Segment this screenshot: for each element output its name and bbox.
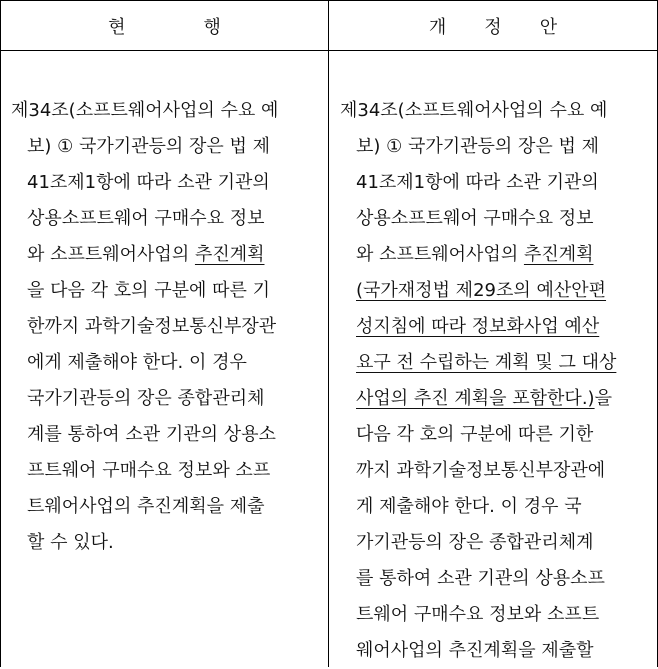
text-line [340, 417, 652, 453]
text-segment: 제34조(소프트웨어사업의 수요 예 [11, 100, 279, 121]
text-line [11, 273, 321, 309]
header-current-char-2: 행 [203, 16, 221, 38]
text-segment: 상용소프트웨어 구매수요 정보 [356, 208, 594, 229]
text-segment: 와 소프트웨어사업의 [356, 244, 524, 265]
text-segment: 와 소프트웨어사업의 [27, 244, 195, 265]
underlined-text: 추진계획 [194, 244, 265, 265]
current-text-column [11, 93, 321, 561]
text-segment: 할 수 있다. [27, 532, 114, 553]
text-line [11, 381, 321, 417]
text-line [340, 129, 652, 165]
text-segment: 에게 제출해야 한다. 이 경우 [27, 352, 247, 373]
underlined-text: 성지침에 따라 정보화사업 예산 [356, 316, 600, 337]
text-line [340, 453, 652, 489]
text-segment: 를 통하여 소관 기관의 상용소프 [356, 568, 605, 589]
text-line [340, 237, 652, 273]
text-segment: 보) ① 국가기관등의 장은 법 제 [27, 136, 271, 157]
text-segment: 트웨어 구매수요 정보와 소프트 [356, 604, 600, 625]
text-line [340, 273, 652, 309]
text-line [340, 381, 652, 417]
text-line [340, 309, 652, 345]
text-line [340, 561, 652, 597]
text-segment: 웨어사업의 추진계획을 제출할 [356, 640, 594, 661]
text-segment: 가기관등의 장은 종합관리체계 [356, 532, 594, 553]
underlined-text: 사업의 추진 계획을 포함한다.) [356, 388, 595, 409]
text-segment: 계를 통하여 소관 기관의 상용소 [27, 424, 276, 445]
header-current-char-1: 현 [108, 16, 126, 38]
text-line [11, 309, 321, 345]
text-line [11, 525, 321, 561]
header-proposed-char-3: 안 [539, 16, 558, 38]
text-segment: 을 [594, 388, 612, 409]
text-line [340, 489, 652, 525]
text-segment: 까지 과학기술정보통신부장관에 [356, 460, 606, 481]
text-line [11, 453, 321, 489]
text-line [11, 417, 321, 453]
text-segment: 41조제1항에 따라 소관 기관의 [27, 172, 270, 193]
text-segment: 제34조(소프트웨어사업의 수요 예 [340, 100, 608, 121]
text-line [11, 237, 321, 273]
text-line [11, 201, 321, 237]
text-line [11, 165, 321, 201]
header-proposed-char-1: 개 [428, 16, 447, 38]
text-segment: 41조제1항에 따라 소관 기관의 [356, 172, 599, 193]
header-proposed [329, 1, 657, 50]
proposed-text-column [340, 93, 652, 669]
text-line [340, 93, 652, 129]
text-line [11, 93, 321, 129]
text-segment: 한까지 과학기술정보통신부장관 [27, 316, 277, 337]
text-line [340, 525, 652, 561]
text-line [11, 129, 321, 165]
text-segment: 보) ① 국가기관등의 장은 법 제 [356, 136, 600, 157]
text-segment: 상용소프트웨어 구매수요 정보 [27, 208, 265, 229]
table-header [1, 1, 657, 51]
text-line [11, 489, 321, 525]
underlined-text: 추진계획 [523, 244, 594, 265]
text-segment: 다음 각 호의 구분에 따른 기한 [356, 424, 594, 445]
column-divider [328, 1, 329, 667]
text-line [11, 345, 321, 381]
underlined-text: (국가재정법 제29조의 예산안편 [356, 280, 607, 301]
text-segment: 을 다음 각 호의 구분에 따른 기 [27, 280, 270, 301]
text-line [340, 165, 652, 201]
header-proposed-char-2: 정 [484, 16, 502, 38]
text-segment: 게 제출해야 한다. 이 경우 국 [356, 496, 582, 517]
text-segment: 국가기관등의 장은 종합관리체 [27, 388, 265, 409]
text-segment: 프트웨어 구매수요 정보와 소프 [27, 460, 271, 481]
text-segment: 트웨어사업의 추진계획을 제출 [27, 496, 265, 517]
underlined-text: 요구 전 수립하는 계획 및 그 대상 [356, 352, 617, 373]
text-line [340, 597, 652, 633]
text-line [340, 633, 652, 669]
text-line [340, 345, 652, 381]
text-line [340, 201, 652, 237]
header-current [1, 1, 328, 50]
